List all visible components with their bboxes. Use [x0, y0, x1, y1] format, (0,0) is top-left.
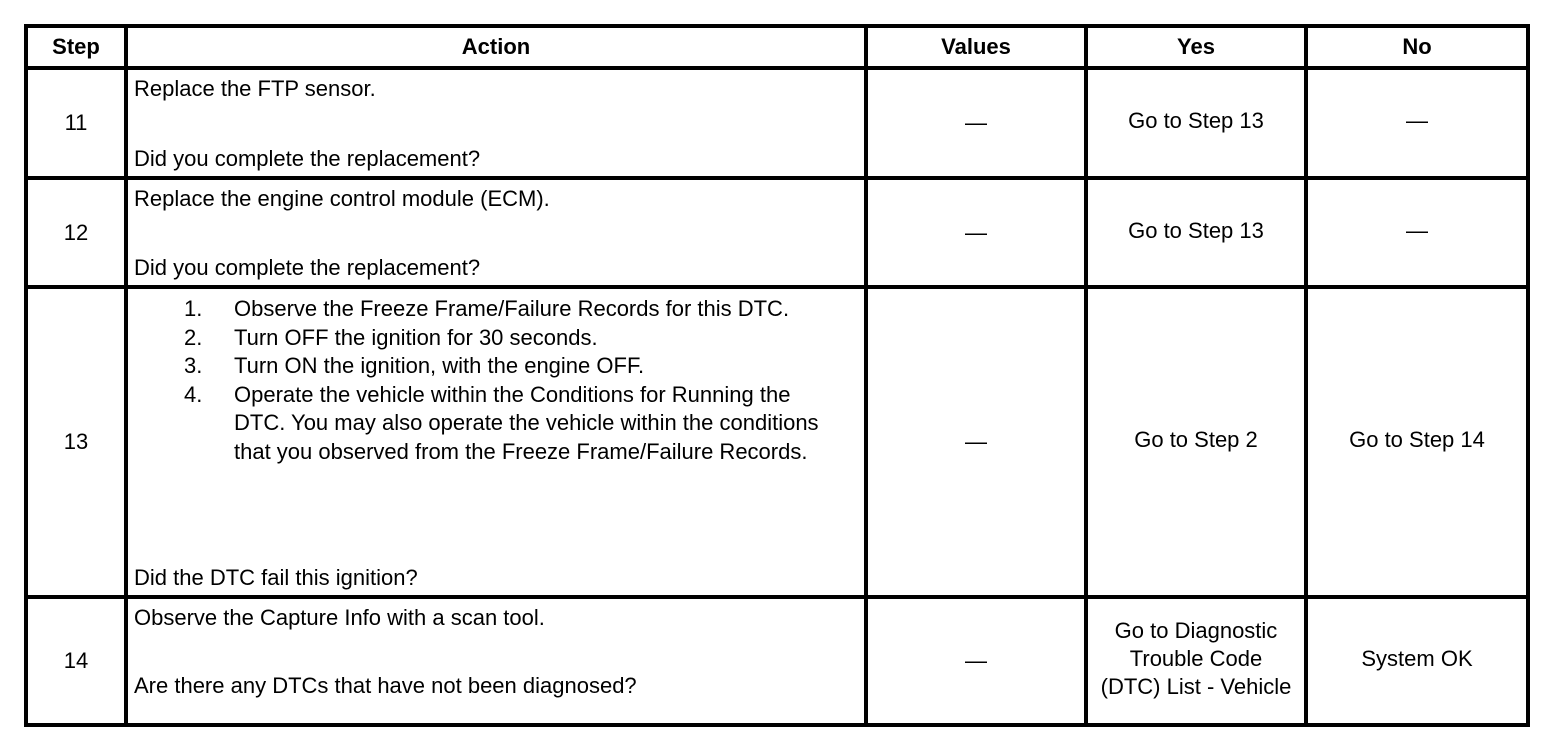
header-row — [26, 26, 1528, 68]
action-cell — [126, 68, 866, 178]
list-item — [184, 295, 844, 324]
diagnostic-table — [24, 24, 1530, 727]
action-text: Replace the engine control module (ECM). — [134, 186, 550, 211]
action-text: Replace the FTP sensor. — [134, 76, 376, 101]
no-text: — — [1406, 217, 1428, 243]
list-item-number: 2. — [184, 324, 203, 350]
values-cell: — — [866, 68, 1086, 178]
action-question: Are there any DTCs that have not been diagnosed? — [134, 673, 637, 698]
table-row — [26, 597, 1528, 725]
yes-text: Go to Diagnostic Trouble Code (DTC) List - Vehicle — [1100, 618, 1292, 699]
yes-text: Go to Step 13 — [1128, 217, 1264, 243]
list-item — [184, 381, 844, 467]
list-item-text: Operate the vehicle within the Conditions for Running the DTC. You may also operate the vehicle within the conditions that you observed from the Freeze Frame/Failure Records. — [234, 381, 819, 464]
action-cell — [126, 597, 866, 725]
header-no: No — [1306, 26, 1528, 68]
action-cell — [126, 178, 866, 287]
header-values: Values — [866, 26, 1086, 68]
header-action: Action — [126, 26, 866, 68]
no-cell — [1306, 178, 1528, 287]
list-item-number: 1. — [184, 296, 203, 321]
action-question: Did the DTC fail this ignition? — [134, 565, 418, 590]
yes-text: Go to Step 13 — [1128, 108, 1264, 133]
header-step: Step — [26, 26, 126, 68]
list-item — [184, 352, 844, 381]
action-text: Observe the Capture Info with a scan tool. — [134, 605, 545, 630]
step-number: 11 — [26, 68, 126, 178]
procedure-list — [184, 295, 844, 466]
list-item-text: Turn ON the ignition, with the engine OFF. — [234, 353, 645, 378]
list-item-number: 4. — [184, 381, 203, 407]
header-yes: Yes — [1086, 26, 1306, 68]
no-text: Go to Step 14 — [1349, 427, 1485, 452]
step-number: 13 — [26, 287, 126, 597]
list-item-text: Turn OFF the ignition for 30 seconds. — [234, 324, 598, 350]
list-item-number: 3. — [184, 353, 203, 378]
step-number: 14 — [26, 597, 126, 725]
no-cell — [1306, 287, 1528, 597]
step-number: 12 — [26, 178, 126, 287]
values-cell: — — [866, 287, 1086, 597]
table-row — [26, 178, 1528, 287]
yes-cell — [1086, 287, 1306, 597]
no-cell — [1306, 68, 1528, 178]
yes-cell — [1086, 68, 1306, 178]
yes-text: Go to Step 2 — [1134, 427, 1258, 452]
table-row — [26, 287, 1528, 597]
list-item — [184, 324, 844, 353]
no-text: — — [1406, 108, 1428, 133]
values-cell: — — [866, 597, 1086, 725]
no-text: System OK — [1361, 646, 1473, 671]
action-question: Did you complete the replacement? — [134, 146, 481, 171]
yes-cell — [1086, 178, 1306, 287]
action-cell — [126, 287, 866, 597]
no-cell — [1306, 597, 1528, 725]
table-row — [26, 68, 1528, 178]
values-cell: — — [866, 178, 1086, 287]
yes-cell — [1086, 597, 1306, 725]
list-item-text: Observe the Freeze Frame/Failure Records for this DTC. — [234, 296, 790, 321]
action-question: Did you complete the replacement? — [134, 255, 481, 280]
